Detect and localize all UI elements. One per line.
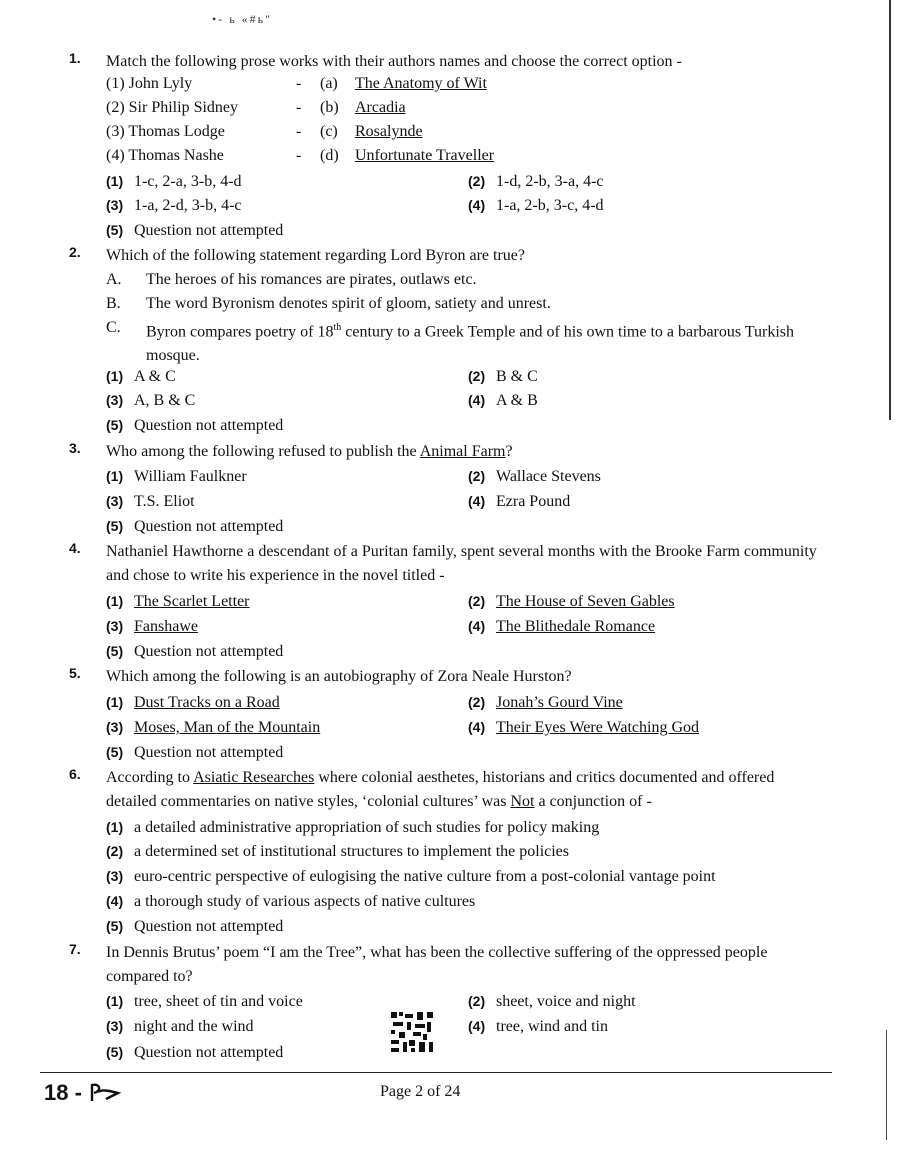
question-stem: Nathaniel Hawthorne a descendant of a Puritan family, spent several months with the Brooke Farm community and chose to write his experience in the novel titled -	[106, 543, 817, 584]
match-row	[0, 144, 900, 168]
question-number: 4.	[69, 540, 81, 556]
option-5[interactable]: (5) Question not attempted	[106, 222, 284, 239]
option-2[interactable]: (2) Wallace Stevens	[468, 468, 601, 485]
option-4[interactable]: (4) tree, wind and tin	[468, 1018, 608, 1035]
option-2[interactable]: (2) B & C	[468, 368, 538, 385]
option-1[interactable]: (1) A & C	[106, 368, 176, 385]
match-row	[0, 72, 900, 96]
statement-b: B. The word Byronism denotes spirit of gloom, satiety and unrest.	[106, 295, 551, 312]
question-stem: According to Asiatic Researches where colonial aesthetes, historians and critics documented and offered detailed commentaries on native styles, ‘colonial cultures’ was Not a conjunction of -	[106, 769, 775, 810]
question-number: 3.	[69, 440, 81, 456]
match-letter: (d)	[320, 147, 339, 164]
question-number: 6.	[69, 766, 81, 782]
question-number: 2.	[69, 244, 81, 260]
match-left: (1) John Lyly	[106, 75, 193, 92]
option-5[interactable]: (5) Question not attempted	[106, 1044, 284, 1061]
header-mark: •- ь «#ь"	[212, 12, 273, 26]
option-4[interactable]: (4) The Blithedale Romance	[468, 618, 656, 635]
match-letter: (b)	[320, 99, 339, 116]
option-5[interactable]: (5) Question not attempted	[106, 518, 284, 535]
handwritten-mark-icon	[88, 1081, 122, 1103]
qr-code-icon	[389, 1010, 435, 1054]
scan-edge-line	[886, 1030, 887, 1140]
option-2[interactable]: (2) The House of Seven Gables	[468, 593, 675, 610]
match-row	[0, 120, 900, 144]
match-letter: (a)	[320, 75, 338, 92]
option-3[interactable]: (3) 1-a, 2-d, 3-b, 4-c	[106, 197, 242, 214]
question-stem: Which among the following is an autobiography of Zora Neale Hurston?	[106, 668, 572, 685]
match-dash: -	[296, 147, 302, 164]
statement-a: A. The heroes of his romances are pirates, outlaws etc.	[106, 271, 477, 288]
option-1[interactable]: (1) William Faulkner	[106, 468, 247, 485]
match-left: (4) Thomas Nashe	[106, 147, 224, 164]
match-letter: (c)	[320, 123, 338, 140]
match-left: (2) Sir Philip Sidney	[106, 99, 239, 116]
page-number: Page 2 of 24	[380, 1083, 461, 1100]
option-4[interactable]: (4) Their Eyes Were Watching God	[468, 719, 699, 736]
scan-edge-line	[889, 0, 891, 420]
option-3[interactable]: (3) Fanshawe	[106, 618, 198, 635]
option-1[interactable]: (1) 1-c, 2-a, 3-b, 4-d	[106, 173, 242, 190]
match-row	[0, 96, 900, 120]
question-stem: Who among the following refused to publish the Animal Farm?	[106, 443, 513, 460]
question-stem: Which of the following statement regarding Lord Byron are true?	[106, 247, 525, 264]
match-right: The Anatomy of Wit	[355, 75, 487, 92]
option-1[interactable]: (1) a detailed administrative appropriation of such studies for policy making	[106, 819, 600, 836]
option-5[interactable]: (5) Question not attempted	[106, 417, 284, 434]
option-3[interactable]: (3) Moses, Man of the Mountain	[106, 719, 321, 736]
option-5[interactable]: (5) Question not attempted	[106, 643, 284, 660]
match-dash: -	[296, 75, 302, 92]
option-3[interactable]: (3) A, B & C	[106, 392, 196, 409]
question-number: 5.	[69, 665, 81, 681]
question-stem: Match the following prose works with their authors names and choose the correct option -	[106, 53, 682, 70]
option-2[interactable]: (2) a determined set of institutional structures to implement the policies	[106, 843, 570, 860]
option-4[interactable]: (4) 1-a, 2-b, 3-c, 4-d	[468, 197, 604, 214]
option-1[interactable]: (1) The Scarlet Letter	[106, 593, 250, 610]
question-stem: In Dennis Brutus’ poem “I am the Tree”, what has been the collective suffering of the oppressed people compared to?	[106, 944, 768, 985]
match-right: Unfortunate Traveller	[355, 147, 495, 164]
option-5[interactable]: (5) Question not attempted	[106, 744, 284, 761]
option-2[interactable]: (2) Jonah’s Gourd Vine	[468, 694, 623, 711]
option-2[interactable]: (2) sheet, voice and night	[468, 993, 636, 1010]
option-4[interactable]: (4) A & B	[468, 392, 538, 409]
option-4[interactable]: (4) a thorough study of various aspects of native cultures	[106, 893, 476, 910]
booklet-code: 18 -	[44, 1080, 122, 1106]
option-3[interactable]: (3) night and the wind	[106, 1018, 254, 1035]
match-dash: -	[296, 99, 302, 116]
option-1[interactable]: (1) Dust Tracks on a Road	[106, 694, 280, 711]
match-right: Rosalynde	[355, 123, 423, 140]
footer-divider	[40, 1072, 832, 1073]
option-3[interactable]: (3) T.S. Eliot	[106, 493, 195, 510]
option-5[interactable]: (5) Question not attempted	[106, 918, 284, 935]
question-number: 1.	[69, 50, 81, 66]
option-3[interactable]: (3) euro-centric perspective of eulogising the native culture from a post-colonial vantage point	[106, 868, 716, 885]
match-right: Arcadia	[355, 99, 406, 116]
match-left: (3) Thomas Lodge	[106, 123, 225, 140]
option-1[interactable]: (1) tree, sheet of tin and voice	[106, 993, 303, 1010]
option-4[interactable]: (4) Ezra Pound	[468, 493, 571, 510]
question-number: 7.	[69, 941, 81, 957]
statement-c: C. Byron compares poetry of 18th century to a Greek Temple and of his own time to a barbarous Turkish mosque.	[106, 319, 795, 365]
match-dash: -	[296, 123, 302, 140]
option-2[interactable]: (2) 1-d, 2-b, 3-a, 4-c	[468, 173, 604, 190]
